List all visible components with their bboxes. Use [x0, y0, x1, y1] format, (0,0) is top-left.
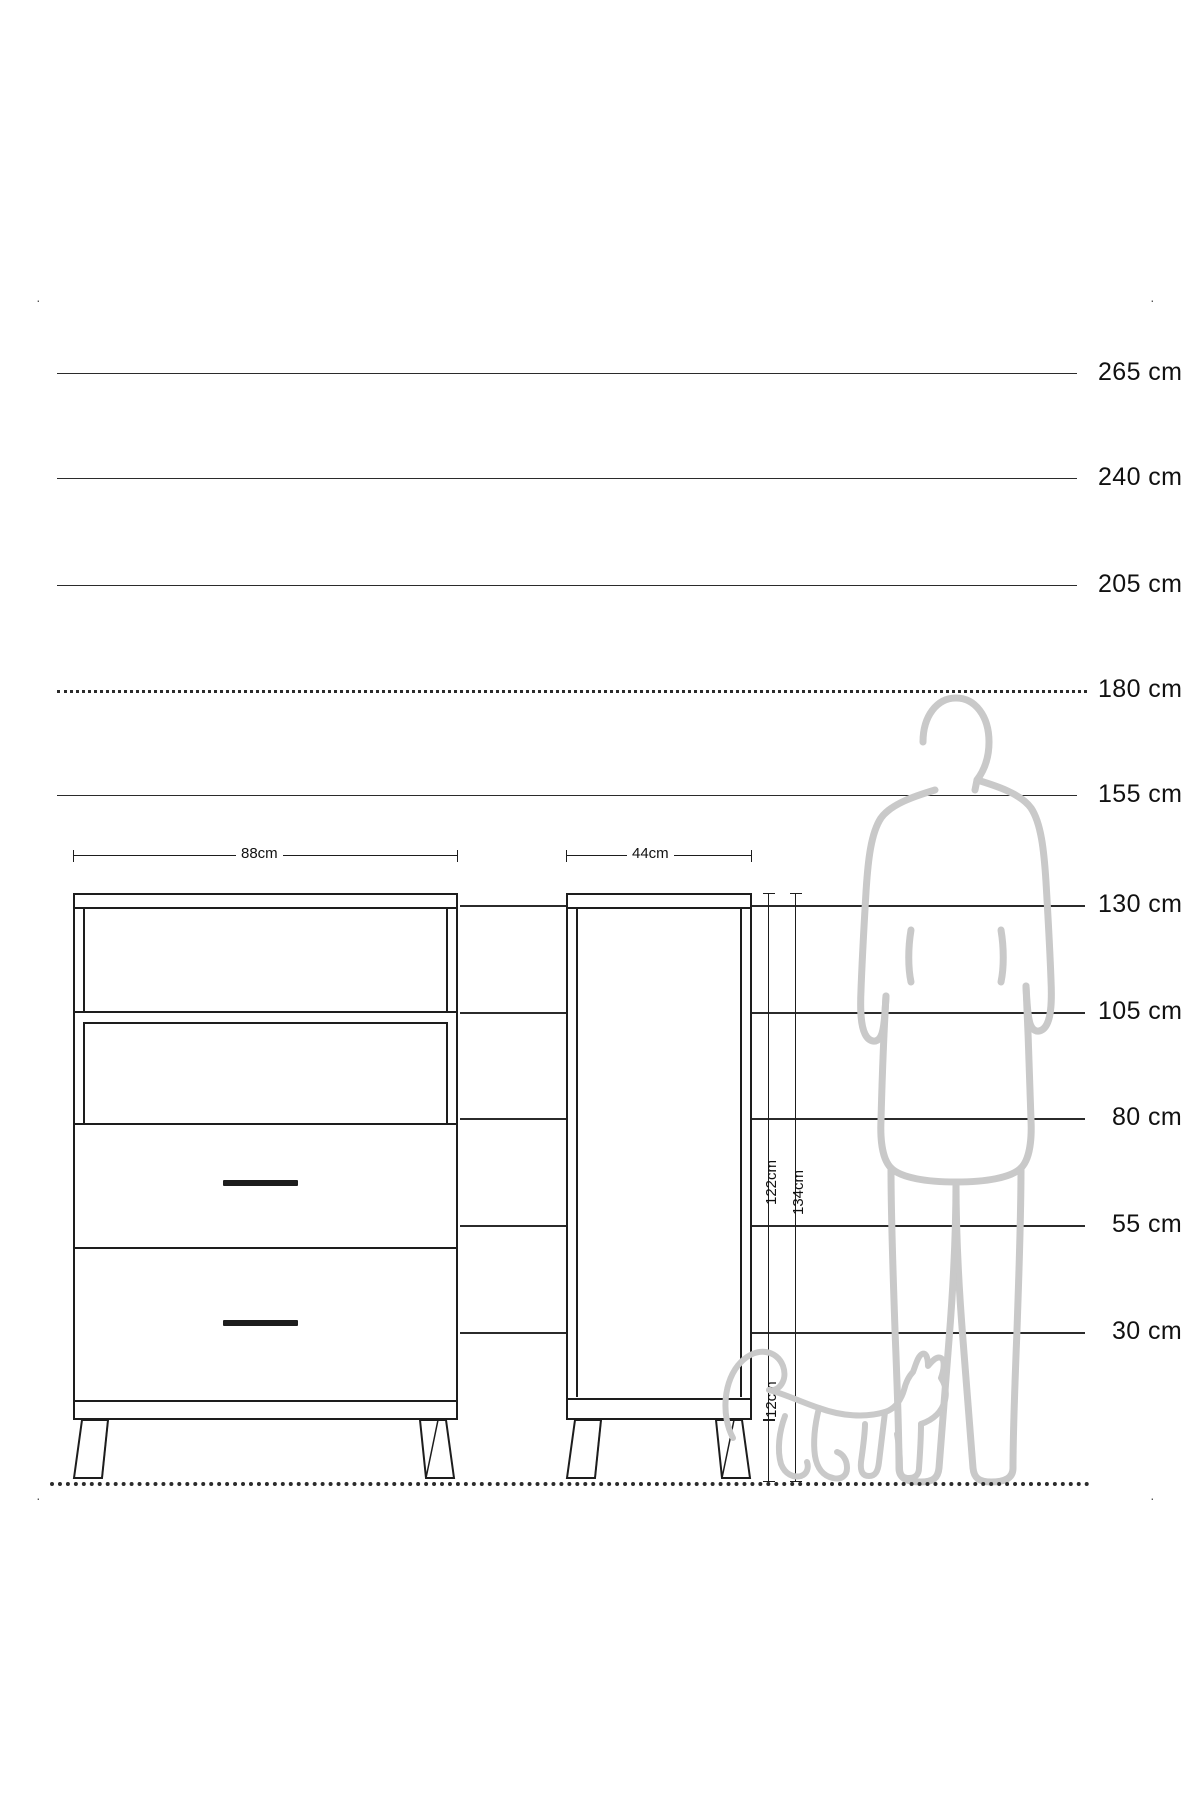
scale-label-30: 30 cm: [1112, 1317, 1183, 1345]
registration-mark-bottom-right: ·: [1150, 1490, 1155, 1506]
dim-cap-right: [457, 850, 458, 862]
width-dimension-label-cabinet: 44cm: [627, 845, 674, 862]
dim-cap-left: [566, 850, 567, 862]
dresser-drawer-divider-1: [75, 1247, 456, 1249]
scale-line-205: [57, 585, 1077, 586]
dresser-bottom-edge: [75, 1400, 456, 1402]
scale-label-130: 130 cm: [1098, 890, 1183, 918]
scale-label-105: 105 cm: [1098, 997, 1183, 1025]
cabinet-top-edge: [568, 907, 750, 909]
dresser-compartment2-left-edge: [83, 1024, 85, 1123]
dresser-compartment-left-edge: [83, 909, 85, 1011]
registration-mark-top-left: ·: [36, 292, 41, 308]
dresser-drawer-handle-1[interactable]: [223, 1180, 298, 1186]
dresser-top-edge: [75, 907, 456, 909]
dresser-shelf-divider-1b: [83, 1022, 448, 1024]
scale-label-240: 240 cm: [1098, 463, 1183, 491]
scale-label-180: 180 cm: [1098, 675, 1183, 703]
width-dimension-label-dresser: 88cm: [236, 845, 283, 862]
dresser-legs: [68, 1418, 468, 1488]
cabinet-door-left-edge: [576, 909, 578, 1397]
registration-mark-bottom-left: ·: [36, 1490, 41, 1506]
dim-cap-top: [790, 893, 802, 894]
dresser-shelf-divider-1: [75, 1011, 456, 1013]
scale-label-80: 80 cm: [1112, 1103, 1183, 1131]
dresser-body: [73, 893, 458, 1420]
height-dimension-label-134: 134cm: [790, 1169, 807, 1215]
height-dimension-label-122: 122cm: [763, 1159, 780, 1205]
height-dimension-label-12: 12cm: [763, 1381, 780, 1418]
dim-cap-top: [763, 893, 775, 894]
scale-label-265: 265 cm: [1098, 358, 1183, 386]
dim-cap-left: [73, 850, 74, 862]
dresser-drawer-handle-2[interactable]: [223, 1320, 298, 1326]
scale-label-55: 55 cm: [1112, 1210, 1183, 1238]
scale-label-155: 155 cm: [1098, 780, 1183, 808]
ground-line: [50, 1482, 1090, 1486]
cat-silhouette: [715, 1320, 965, 1500]
dresser-compartment-right-edge: [446, 909, 448, 1011]
dresser-shelf-divider-2: [75, 1123, 456, 1125]
dresser-compartment2-right-edge: [446, 1024, 448, 1123]
scale-line-240: [57, 478, 1077, 479]
scale-line-265: [57, 373, 1077, 374]
dim-cap-right: [751, 850, 752, 862]
registration-mark-top-right: ·: [1150, 292, 1155, 308]
scale-label-205: 205 cm: [1098, 570, 1183, 598]
